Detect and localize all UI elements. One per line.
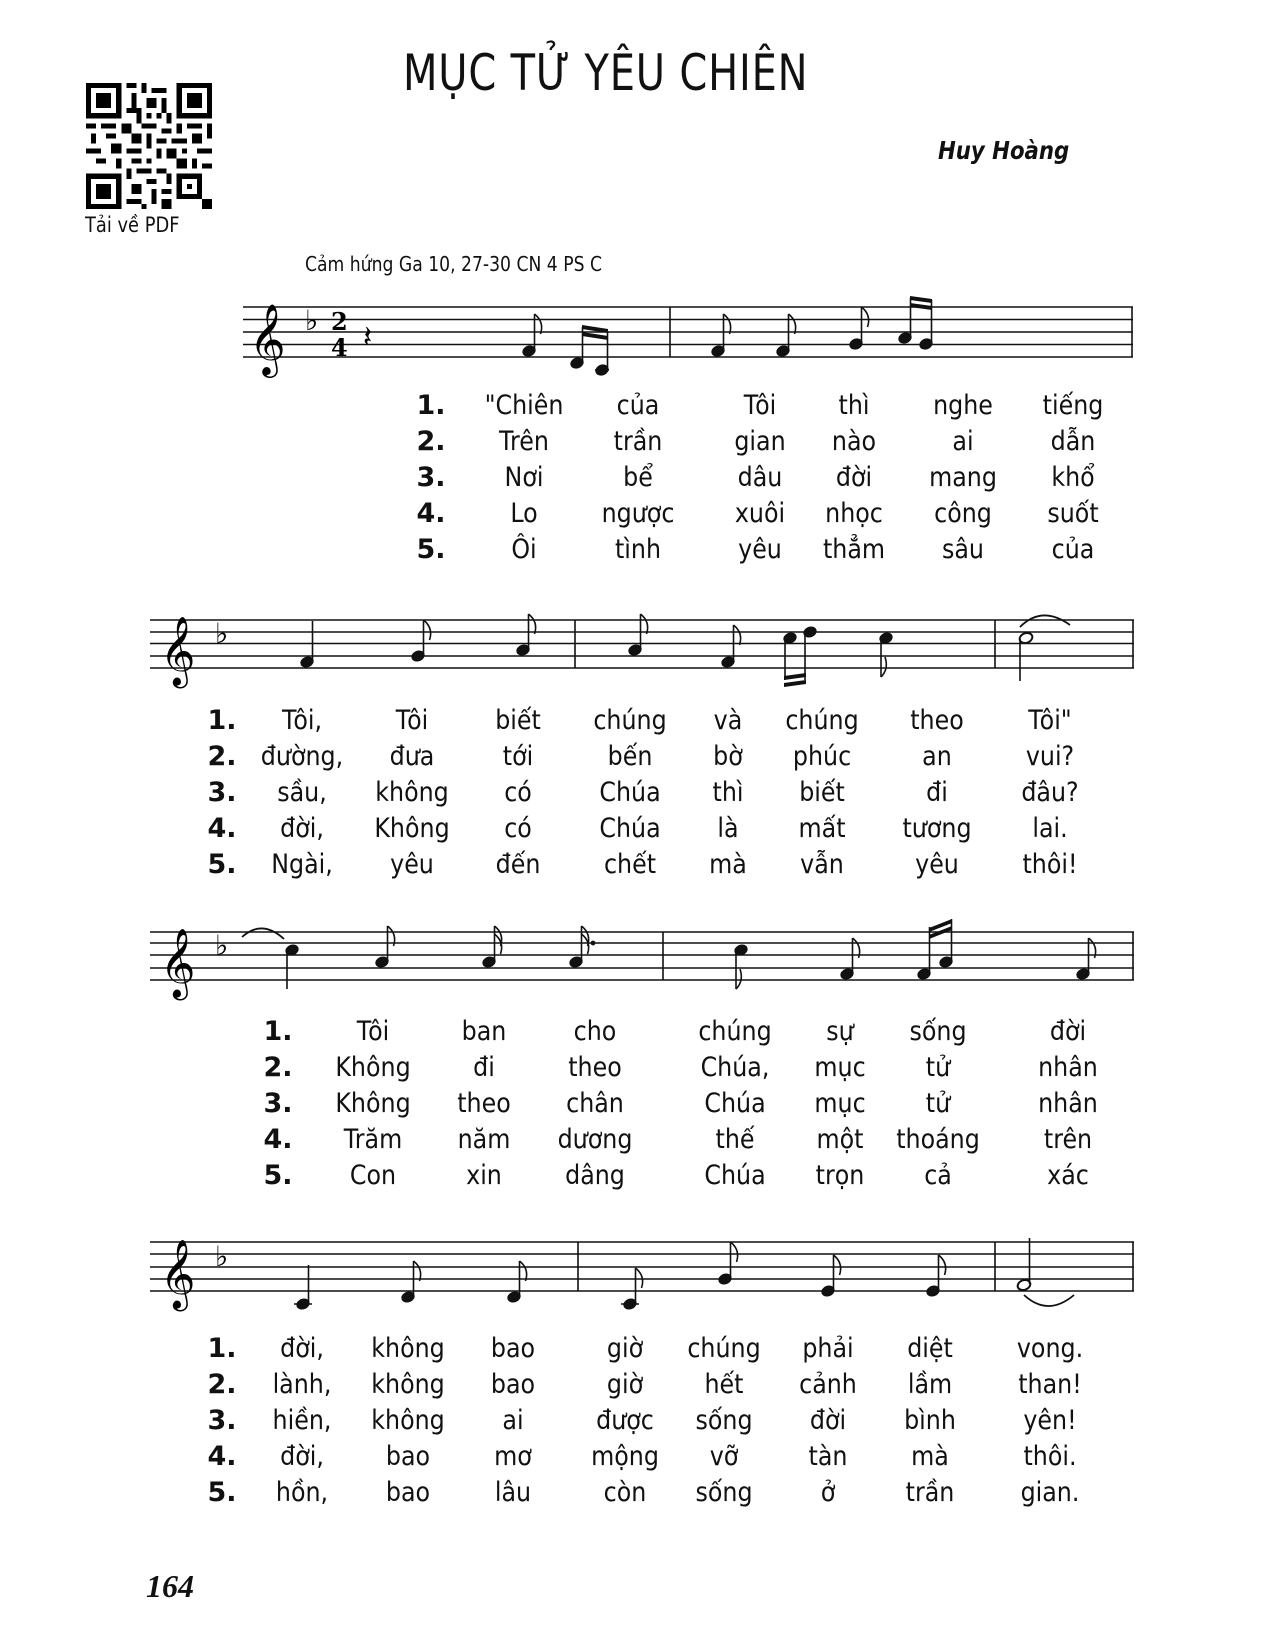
flat-icon: ♭ [215,1240,229,1273]
lyric-word: lai. [1032,813,1068,844]
lyric-word: hồn, [275,1477,329,1508]
lyric-word: tử [925,1052,951,1083]
lyric-word: nghe [933,390,993,421]
verse-number: 5. [416,534,446,565]
treble-clef-icon: 𝄞 [160,1239,196,1309]
lyric-word: nhân [1038,1052,1098,1083]
lyric-word: có [504,813,532,844]
lyric-word: thôi. [1023,1441,1077,1472]
lyrics-block-3 [0,1016,1275,1196]
lyric-word: đưa [389,741,435,772]
lyric-word: Trăm [343,1124,403,1155]
lyric-word: phải [802,1333,854,1364]
lyric-word: tàn [808,1441,848,1472]
verse-number: 1. [263,1016,293,1047]
lyric-word: chúng [785,705,859,736]
lyric-word: than! [1018,1369,1082,1400]
lyric-word: gian [734,426,786,457]
lyric-word: chết [603,849,657,880]
lyric-word: có [504,777,532,808]
verse-number: 1. [207,705,237,736]
lyric-word: biết [495,705,541,736]
lyric-word: Con [349,1160,397,1191]
lyric-word: cảnh [799,1369,857,1400]
lyric-word: cho [573,1016,617,1047]
lyric-word: trần [613,426,663,457]
lyric-word: bờ [713,741,743,772]
lyric-word: đời [809,1405,847,1436]
lyric-word: mất [798,813,846,844]
lyric-word: đường, [260,741,344,772]
lyric-word: bao [490,1333,536,1364]
lyric-word: Nơi [504,462,544,493]
treble-clef-icon: 𝄞 [160,616,196,686]
lyric-word: nào [831,426,877,457]
lyric-word: sâu [941,534,985,565]
lyric-word: ai [952,426,974,457]
verse-number: 4. [263,1124,293,1155]
lyric-word: đời, [280,1333,324,1364]
lyric-word: yêu [738,534,782,565]
lyric-word: Tôi [395,705,429,736]
verse-number: 4. [416,498,446,529]
lyric-word: mục [814,1088,866,1119]
lyric-word: công [934,498,992,529]
lyric-word: sầu, [277,777,327,808]
staff-system-3 [150,925,1140,1005]
verse-number: 3. [207,777,237,808]
lyric-word: mà [911,1441,949,1472]
lyric-word: không [371,1405,445,1436]
staff-system-4 [150,1235,1140,1325]
lyric-word: yên! [1023,1405,1077,1436]
lyric-word: không [371,1333,445,1364]
lyric-word: Chúa, [700,1052,770,1083]
time-signature-top: 2 [331,307,348,336]
lyric-word: Ngài, [271,849,333,880]
lyric-word: đến [495,849,541,880]
lyric-word: trọn [815,1160,865,1191]
lyric-word: xuôi [734,498,786,529]
lyric-word: một [816,1124,864,1155]
lyric-word: Tôi" [1028,705,1072,736]
lyric-word: mơ [494,1441,532,1472]
time-signature-bottom: 4 [331,333,348,362]
lyric-word: tình [614,534,662,565]
lyric-word: ban [461,1016,507,1047]
verse-number: 3. [207,1405,237,1436]
lyric-word: Ôi [511,534,537,565]
download-pdf-link[interactable]: Tải về PDF [85,213,180,237]
lyric-word: theo [457,1088,511,1119]
lyric-word: mộng [591,1441,659,1472]
verse-number: 1. [416,390,446,421]
lyric-word: ngược [601,498,675,529]
lyric-word: chân [566,1088,624,1119]
lyric-word: Không [335,1088,411,1119]
lyric-word: Tôi [743,390,777,421]
lyric-word: trần [905,1477,955,1508]
lyric-word: còn [603,1477,647,1508]
lyric-word: xin [466,1160,502,1191]
lyric-word: bao [490,1369,536,1400]
page-title: MỤC TỬ YÊU CHIÊN [403,44,809,102]
flat-icon: ♭ [215,617,229,650]
lyric-word: dẫn [1050,426,1096,457]
lyric-word: ai [502,1405,524,1436]
lyric-word: mang [929,462,997,493]
lyric-word: sự [826,1016,854,1047]
lyric-word: lành, [272,1369,332,1400]
verse-number: 2. [263,1052,293,1083]
lyric-word: vẫn [800,849,844,880]
lyric-word: bể [623,462,653,493]
lyric-word: được [596,1405,654,1436]
title-container [0,0,1275,110]
verse-number: 2. [207,1369,237,1400]
lyric-word: không [375,777,449,808]
lyric-word: diệt [907,1333,953,1364]
lyric-word: khổ [1051,462,1095,493]
lyric-word: trên [1043,1124,1093,1155]
lyric-word: Chúa [704,1088,766,1119]
lyric-word: biết [799,777,845,808]
lyric-word: lâu [494,1477,532,1508]
lyric-word: "Chiên [484,390,564,421]
lyric-word: gian. [1020,1477,1080,1508]
verse-number: 3. [263,1088,293,1119]
lyric-word: Không [335,1052,411,1083]
quarter-rest-icon: 𝄽 [363,320,373,355]
lyric-word: nhân [1038,1088,1098,1119]
lyric-word: ở [820,1477,836,1508]
verse-number: 2. [416,426,446,457]
lyric-word: suốt [1047,498,1099,529]
lyric-word: đi [473,1052,495,1083]
lyric-word: lầm [907,1369,953,1400]
lyric-word: an [922,741,952,772]
lyric-word: vui? [1025,741,1075,772]
lyric-word: đâu? [1021,777,1079,808]
lyric-word: mà [709,849,747,880]
verse-number: 4. [207,813,237,844]
lyric-word: giờ [606,1333,644,1364]
lyric-word: Không [374,813,450,844]
lyric-word: dâng [565,1160,625,1191]
lyric-word: bao [385,1477,431,1508]
lyric-word: chúng [698,1016,772,1047]
flat-icon: ♭ [215,929,229,962]
lyric-word: thế [715,1124,755,1155]
lyric-word: tương [902,813,972,844]
lyric-word: không [371,1369,445,1400]
lyric-word: thì [712,777,744,808]
lyric-word: đi [926,777,948,808]
lyric-word: Tôi [356,1016,390,1047]
lyric-word: bến [607,741,653,772]
lyric-word: cả [924,1160,952,1191]
lyric-word: vong. [1016,1333,1084,1364]
lyric-word: thẳm [822,534,886,565]
page-number: 164 [146,1568,194,1604]
lyric-word: Chúa [704,1160,766,1191]
lyric-word: tiếng [1042,390,1104,421]
lyric-word: của [1051,534,1095,565]
staff-system-2 [150,613,1140,693]
lyric-word: hiền, [272,1405,332,1436]
lyric-word: chúng [687,1333,761,1364]
lyric-word: thôi! [1022,849,1078,880]
lyric-word: Chúa [599,813,661,844]
lyric-word: dương [557,1124,633,1155]
lyric-word: đời [1049,1016,1087,1047]
verse-number: 2. [207,741,237,772]
treble-clef-icon: 𝄞 [249,302,286,375]
lyric-word: phúc [792,741,852,772]
lyric-word: năm [457,1124,511,1155]
treble-clef-icon: 𝄞 [160,928,196,998]
lyric-word: Chúa [599,777,661,808]
lyric-word: dâu [737,462,783,493]
verse-number: 3. [416,462,446,493]
lyric-word: thoáng [896,1124,980,1155]
lyrics-block-4 [0,1333,1275,1513]
lyric-word: Trên [499,426,549,457]
lyric-word: sống [909,1016,967,1047]
lyric-word: của [616,390,660,421]
lyric-word: Lo [510,498,538,529]
scripture-reference: Cảm hứng Ga 10, 27-30 CN 4 PS C [305,252,602,276]
flat-icon: ♭ [305,304,319,337]
lyric-word: xác [1047,1160,1089,1191]
lyric-word: là [717,813,739,844]
lyric-word: chúng [593,705,667,736]
verse-number: 4. [207,1441,237,1472]
lyric-word: thì [838,390,870,421]
lyric-word: vỡ [709,1441,739,1472]
lyric-word: hết [704,1369,744,1400]
lyric-word: đời, [280,1441,324,1472]
verse-number: 5. [263,1160,293,1191]
staff-system-1 [243,300,1138,380]
lyric-word: tử [925,1088,951,1119]
lyric-word: sống [695,1405,753,1436]
lyric-word: sống [695,1477,753,1508]
lyric-word: yêu [390,849,434,880]
author-name: Huy Hoàng [938,136,1070,165]
lyrics-block-2 [0,705,1275,885]
verse-number: 1. [207,1333,237,1364]
lyric-word: theo [568,1052,622,1083]
lyric-word: yêu [915,849,959,880]
lyric-word: đời [835,462,873,493]
lyric-word: bình [904,1405,956,1436]
lyric-word: nhọc [825,498,883,529]
verse-number: 5. [207,1477,237,1508]
lyric-word: và [713,705,743,736]
lyric-word: giờ [606,1369,644,1400]
lyric-word: tới [502,741,534,772]
lyric-word: theo [910,705,964,736]
lyric-word: mục [814,1052,866,1083]
lyrics-block-1 [0,390,1275,570]
lyric-word: bao [385,1441,431,1472]
verse-number: 5. [207,849,237,880]
lyric-word: đời, [280,813,324,844]
lyric-word: Tôi, [281,705,323,736]
